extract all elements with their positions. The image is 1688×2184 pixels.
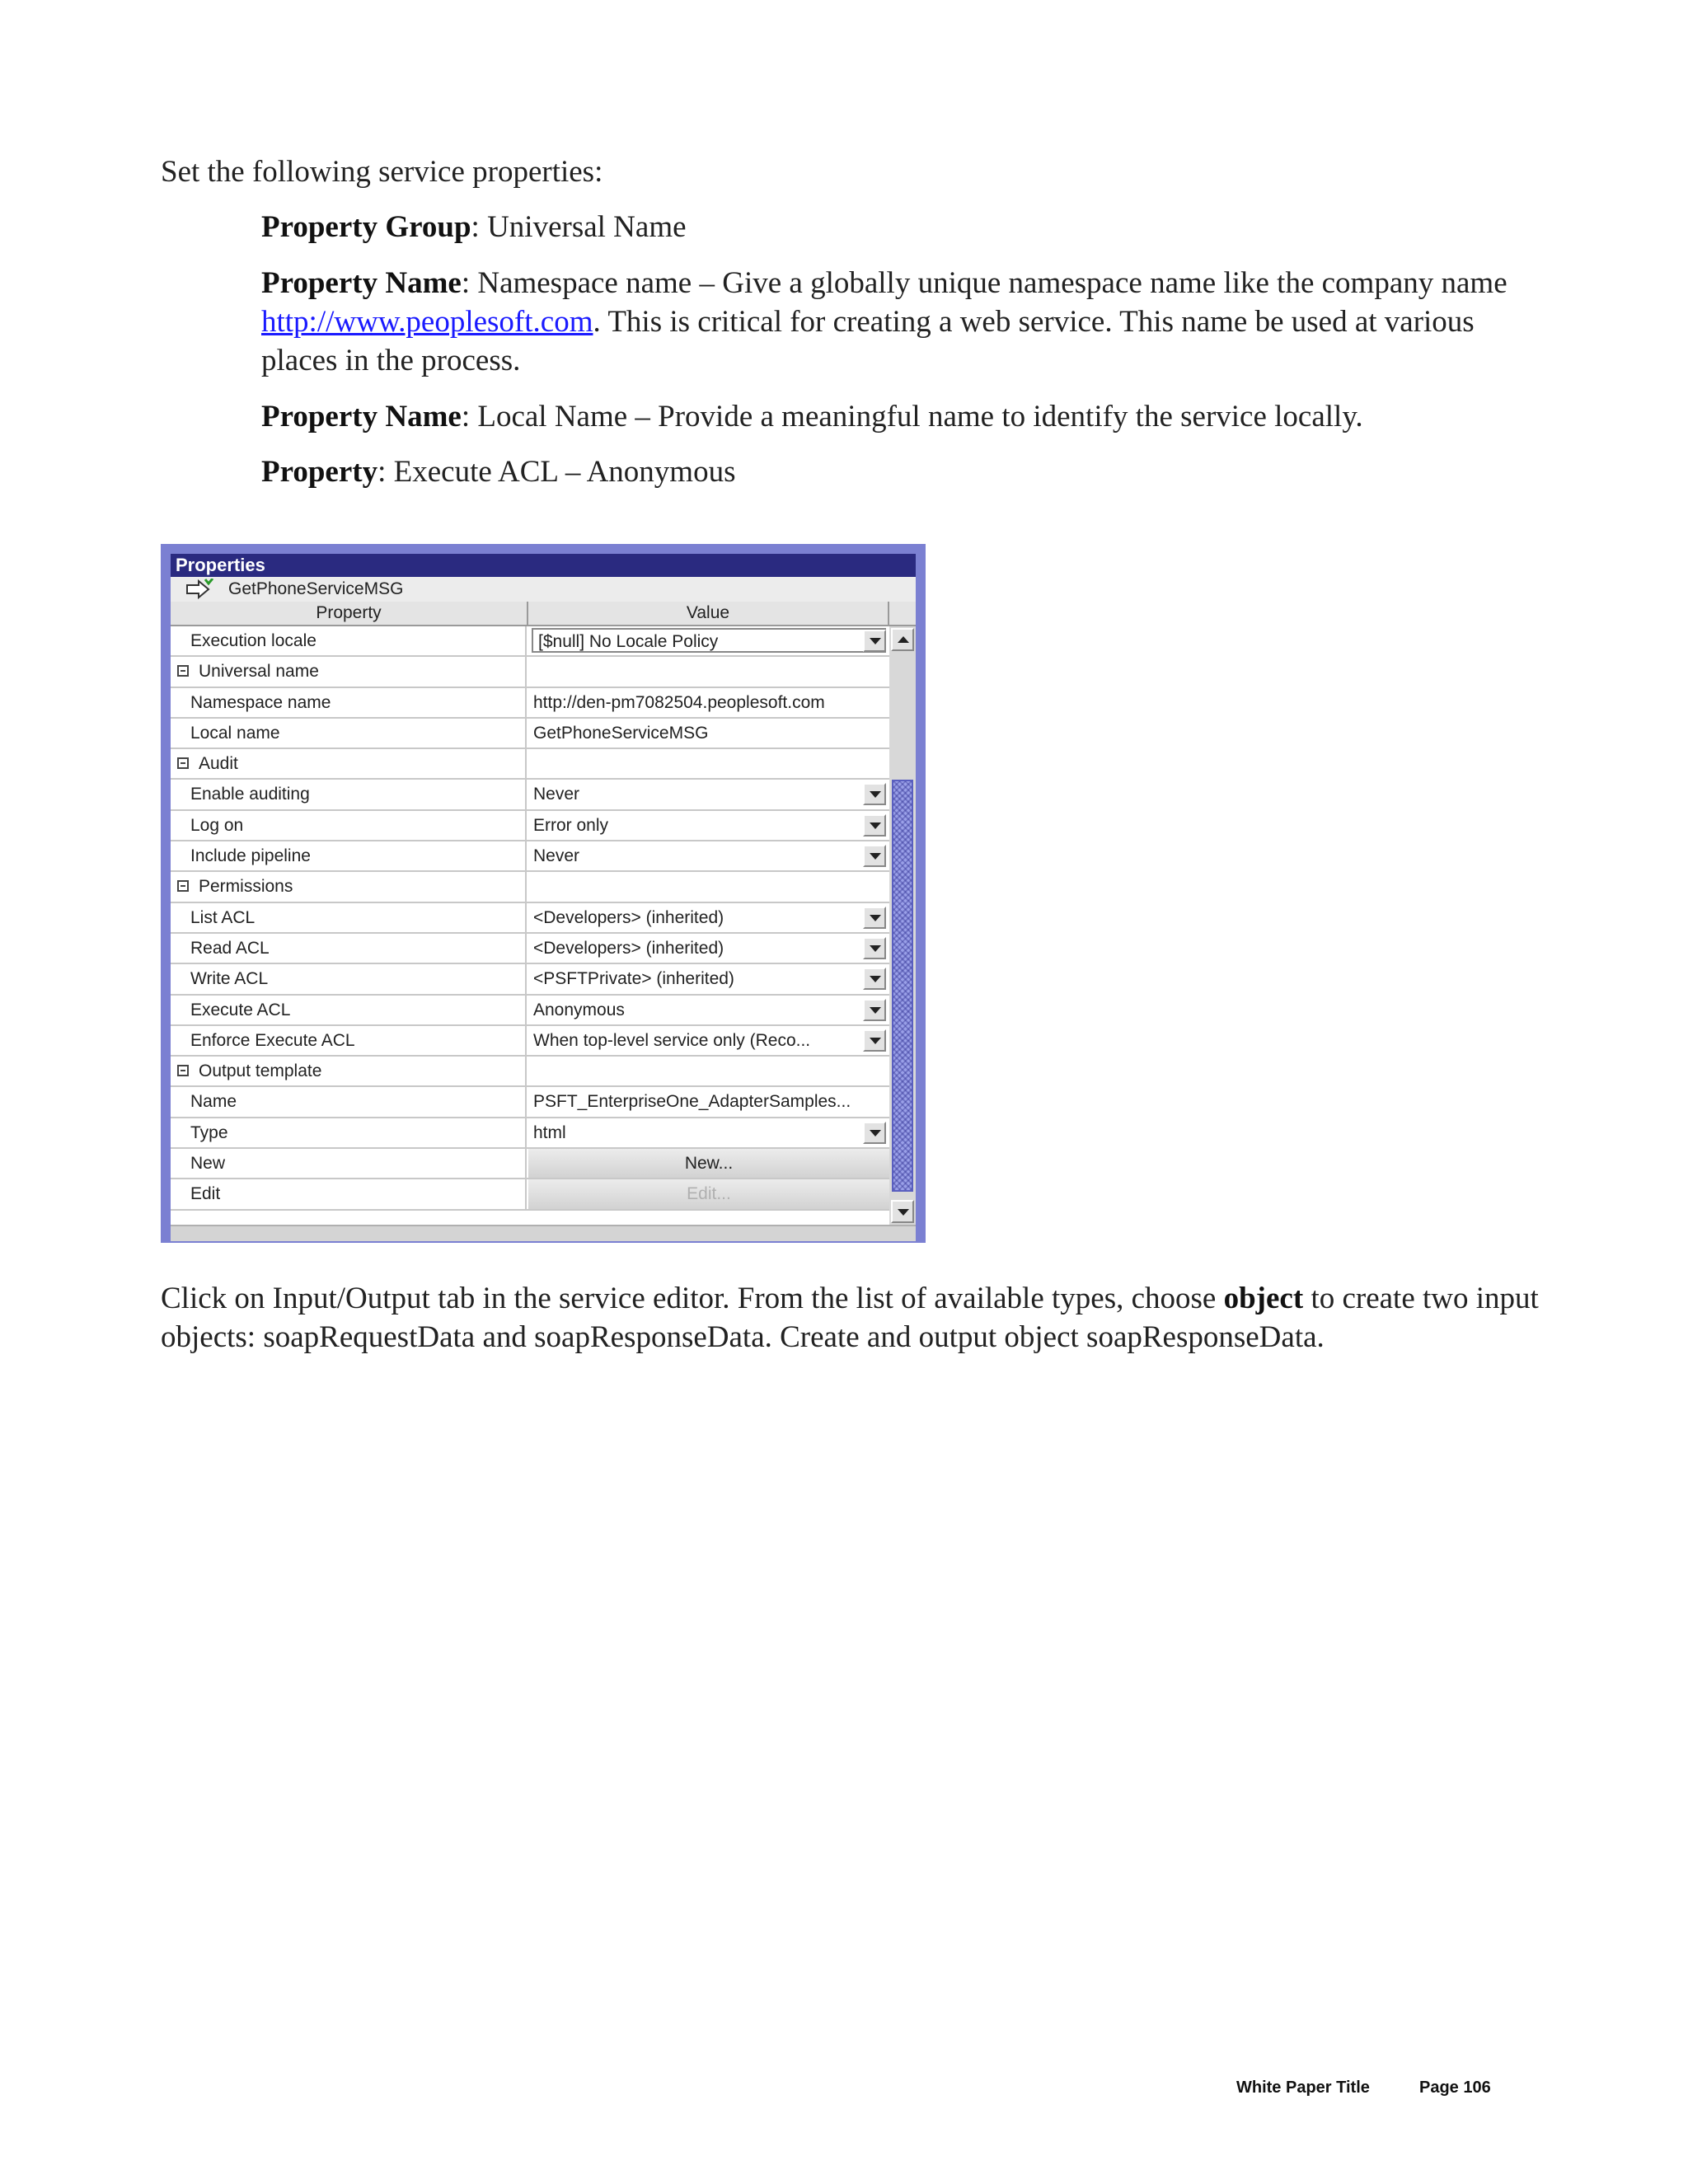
locale-combo[interactable] [532,628,886,653]
value-cell[interactable] [528,1026,889,1055]
value-text: <Developers> (inherited) [533,938,724,958]
input-output-paragraph [161,1279,1578,1357]
value-cell[interactable] [528,996,889,1024]
value-cell [528,872,889,901]
group-cell[interactable] [171,872,527,901]
collapse-icon[interactable] [177,665,189,677]
footer-page-number: Page 106 [1419,2079,1491,2097]
properties-panel [161,544,926,1243]
table-row[interactable] [171,1118,889,1149]
value-cell[interactable] [528,626,889,655]
table-row[interactable] [171,841,889,872]
table-row[interactable] [171,657,889,687]
dropdown-arrow-icon[interactable] [863,814,886,837]
table-row[interactable] [171,1057,889,1087]
local-name-paragraph [261,397,1363,436]
property-cell: Namespace name [171,688,527,717]
group-label: Universal name [199,662,319,682]
property-cell: Name [171,1087,527,1116]
value-text: <PSFTPrivate> (inherited) [533,969,734,989]
vertical-scrollbar[interactable] [889,626,916,1225]
collapse-icon[interactable] [177,880,189,892]
value-text: When top-level service only (Reco... [533,1030,811,1050]
value-text: html [533,1122,566,1142]
namespace-text-after: . This is critical for creating a web service. This name be used at various places in the process. [261,305,1475,377]
table-row[interactable] [171,719,889,749]
value-cell[interactable] [528,811,889,840]
table-row[interactable] [171,964,889,995]
column-header-value[interactable]: Value [528,602,889,626]
value-text: Error only [533,815,609,835]
table-row[interactable] [171,811,889,841]
table-row[interactable] [171,1026,889,1057]
io-text-after: to create two input objects: soapRequestData and soapResponseData. Create and output object soapResponseData. [161,1282,1539,1354]
io-text: Click on Input/Output tab in the service editor. From the list of available types, choose [161,1282,1224,1315]
local-name-value: : Local Name – Provide a meaningful name to identify the service locally. [461,400,1363,434]
table-row[interactable] [171,1149,889,1179]
value-cell [528,1179,889,1208]
object-keyword: object [1223,1282,1304,1315]
value-cell[interactable] [528,780,889,808]
property-cell: Log on [171,811,527,840]
namespace-label: Property Name [261,266,462,300]
property-cell: Execution locale [171,626,527,655]
value-text: <Developers> (inherited) [533,907,724,927]
value-cell[interactable] [528,841,889,870]
execute-acl-paragraph [261,452,735,491]
property-cell: Enforce Execute ACL [171,1026,527,1055]
value-cell [528,749,889,778]
group-label: Output template [199,1062,322,1081]
scroll-thumb[interactable] [892,780,913,1192]
property-cell: Read ACL [171,934,527,963]
namespace-paragraph [261,264,1547,380]
value-cell[interactable]: http://den-pm7082504.peoplesoft.com [533,692,825,712]
property-cell: Enable auditing [171,780,527,808]
table-row[interactable] [171,749,889,780]
table-row[interactable] [171,688,889,719]
execute-acl-value: : Execute ACL – Anonymous [377,455,736,489]
property-cell: Write ACL [171,964,527,993]
value-text: Never [533,846,580,866]
table-row[interactable] [171,872,889,902]
group-label: Permissions [199,877,293,897]
peoplesoft-link[interactable]: http://www.peoplesoft.com [261,305,593,339]
service-arrow-icon [185,579,213,600]
dropdown-arrow-icon[interactable] [863,630,886,652]
property-cell: Execute ACL [171,996,527,1024]
value-cell[interactable] [528,964,889,993]
property-cell: Type [171,1118,527,1147]
property-cell: Local name [171,719,527,748]
property-cell: Edit [171,1179,527,1208]
column-header-corner [889,602,916,626]
group-label: Audit [199,754,238,774]
value-text: Never [533,785,580,804]
dropdown-arrow-icon[interactable] [863,1122,886,1144]
properties-title: Properties [171,554,916,577]
collapse-icon[interactable] [177,757,189,769]
property-cell: New [171,1149,527,1178]
value-text: Anonymous [533,1000,625,1019]
dropdown-arrow-icon[interactable] [863,999,886,1021]
dropdown-arrow-icon[interactable] [863,783,886,805]
value-cell[interactable] [528,903,889,932]
collapse-icon[interactable] [177,1065,189,1076]
service-header [171,577,916,602]
dropdown-arrow-icon[interactable] [863,845,886,867]
table-row[interactable] [171,1087,889,1118]
property-cell: List ACL [171,903,527,932]
table-row[interactable] [171,1179,889,1210]
value-cell[interactable]: GetPhoneServiceMSG [533,723,709,743]
value-cell[interactable]: PSFT_EnterpriseOne_AdapterSamples... [533,1092,851,1112]
namespace-text: : Namespace name – Give a globally unique namespace name like the company name [461,266,1507,300]
new-template-button[interactable]: New... [528,1149,889,1178]
execute-acl-label: Property [261,455,378,489]
table-row[interactable] [171,780,889,810]
locale-value: [$null] No Locale Policy [538,632,719,651]
scroll-up-icon[interactable] [891,628,914,651]
group-cell[interactable] [171,657,527,686]
dropdown-arrow-icon[interactable] [863,968,886,990]
column-header-property[interactable]: Property [171,602,528,626]
property-group-paragraph [261,208,687,246]
local-name-label: Property Name [261,400,462,434]
intro-paragraph: Set the following service properties: [161,155,603,189]
value-cell [528,657,889,686]
property-group-value: : Universal Name [471,210,687,244]
value-cell [528,1149,889,1178]
value-cell[interactable] [528,934,889,963]
properties-grid [171,626,889,1225]
service-name: GetPhoneServiceMSG [228,579,404,598]
dropdown-arrow-icon[interactable] [863,907,886,929]
group-cell[interactable] [171,1057,527,1085]
dropdown-arrow-icon[interactable] [863,937,886,959]
edit-template-button[interactable]: Edit... [528,1179,889,1208]
table-row[interactable] [171,996,889,1026]
properties-panel-body [171,554,916,1231]
scroll-down-icon[interactable] [891,1200,914,1223]
property-cell: Include pipeline [171,841,527,870]
dropdown-arrow-icon[interactable] [863,1029,886,1052]
table-row[interactable] [171,934,889,964]
horizontal-scrollbar[interactable] [171,1225,916,1241]
footer-title: White Paper Title [1236,2079,1370,2097]
table-row[interactable] [171,626,889,657]
table-row[interactable] [171,903,889,934]
property-group-label: Property Group [261,210,471,244]
value-cell [528,1057,889,1085]
value-cell[interactable] [528,1118,889,1147]
group-cell[interactable] [171,749,527,778]
